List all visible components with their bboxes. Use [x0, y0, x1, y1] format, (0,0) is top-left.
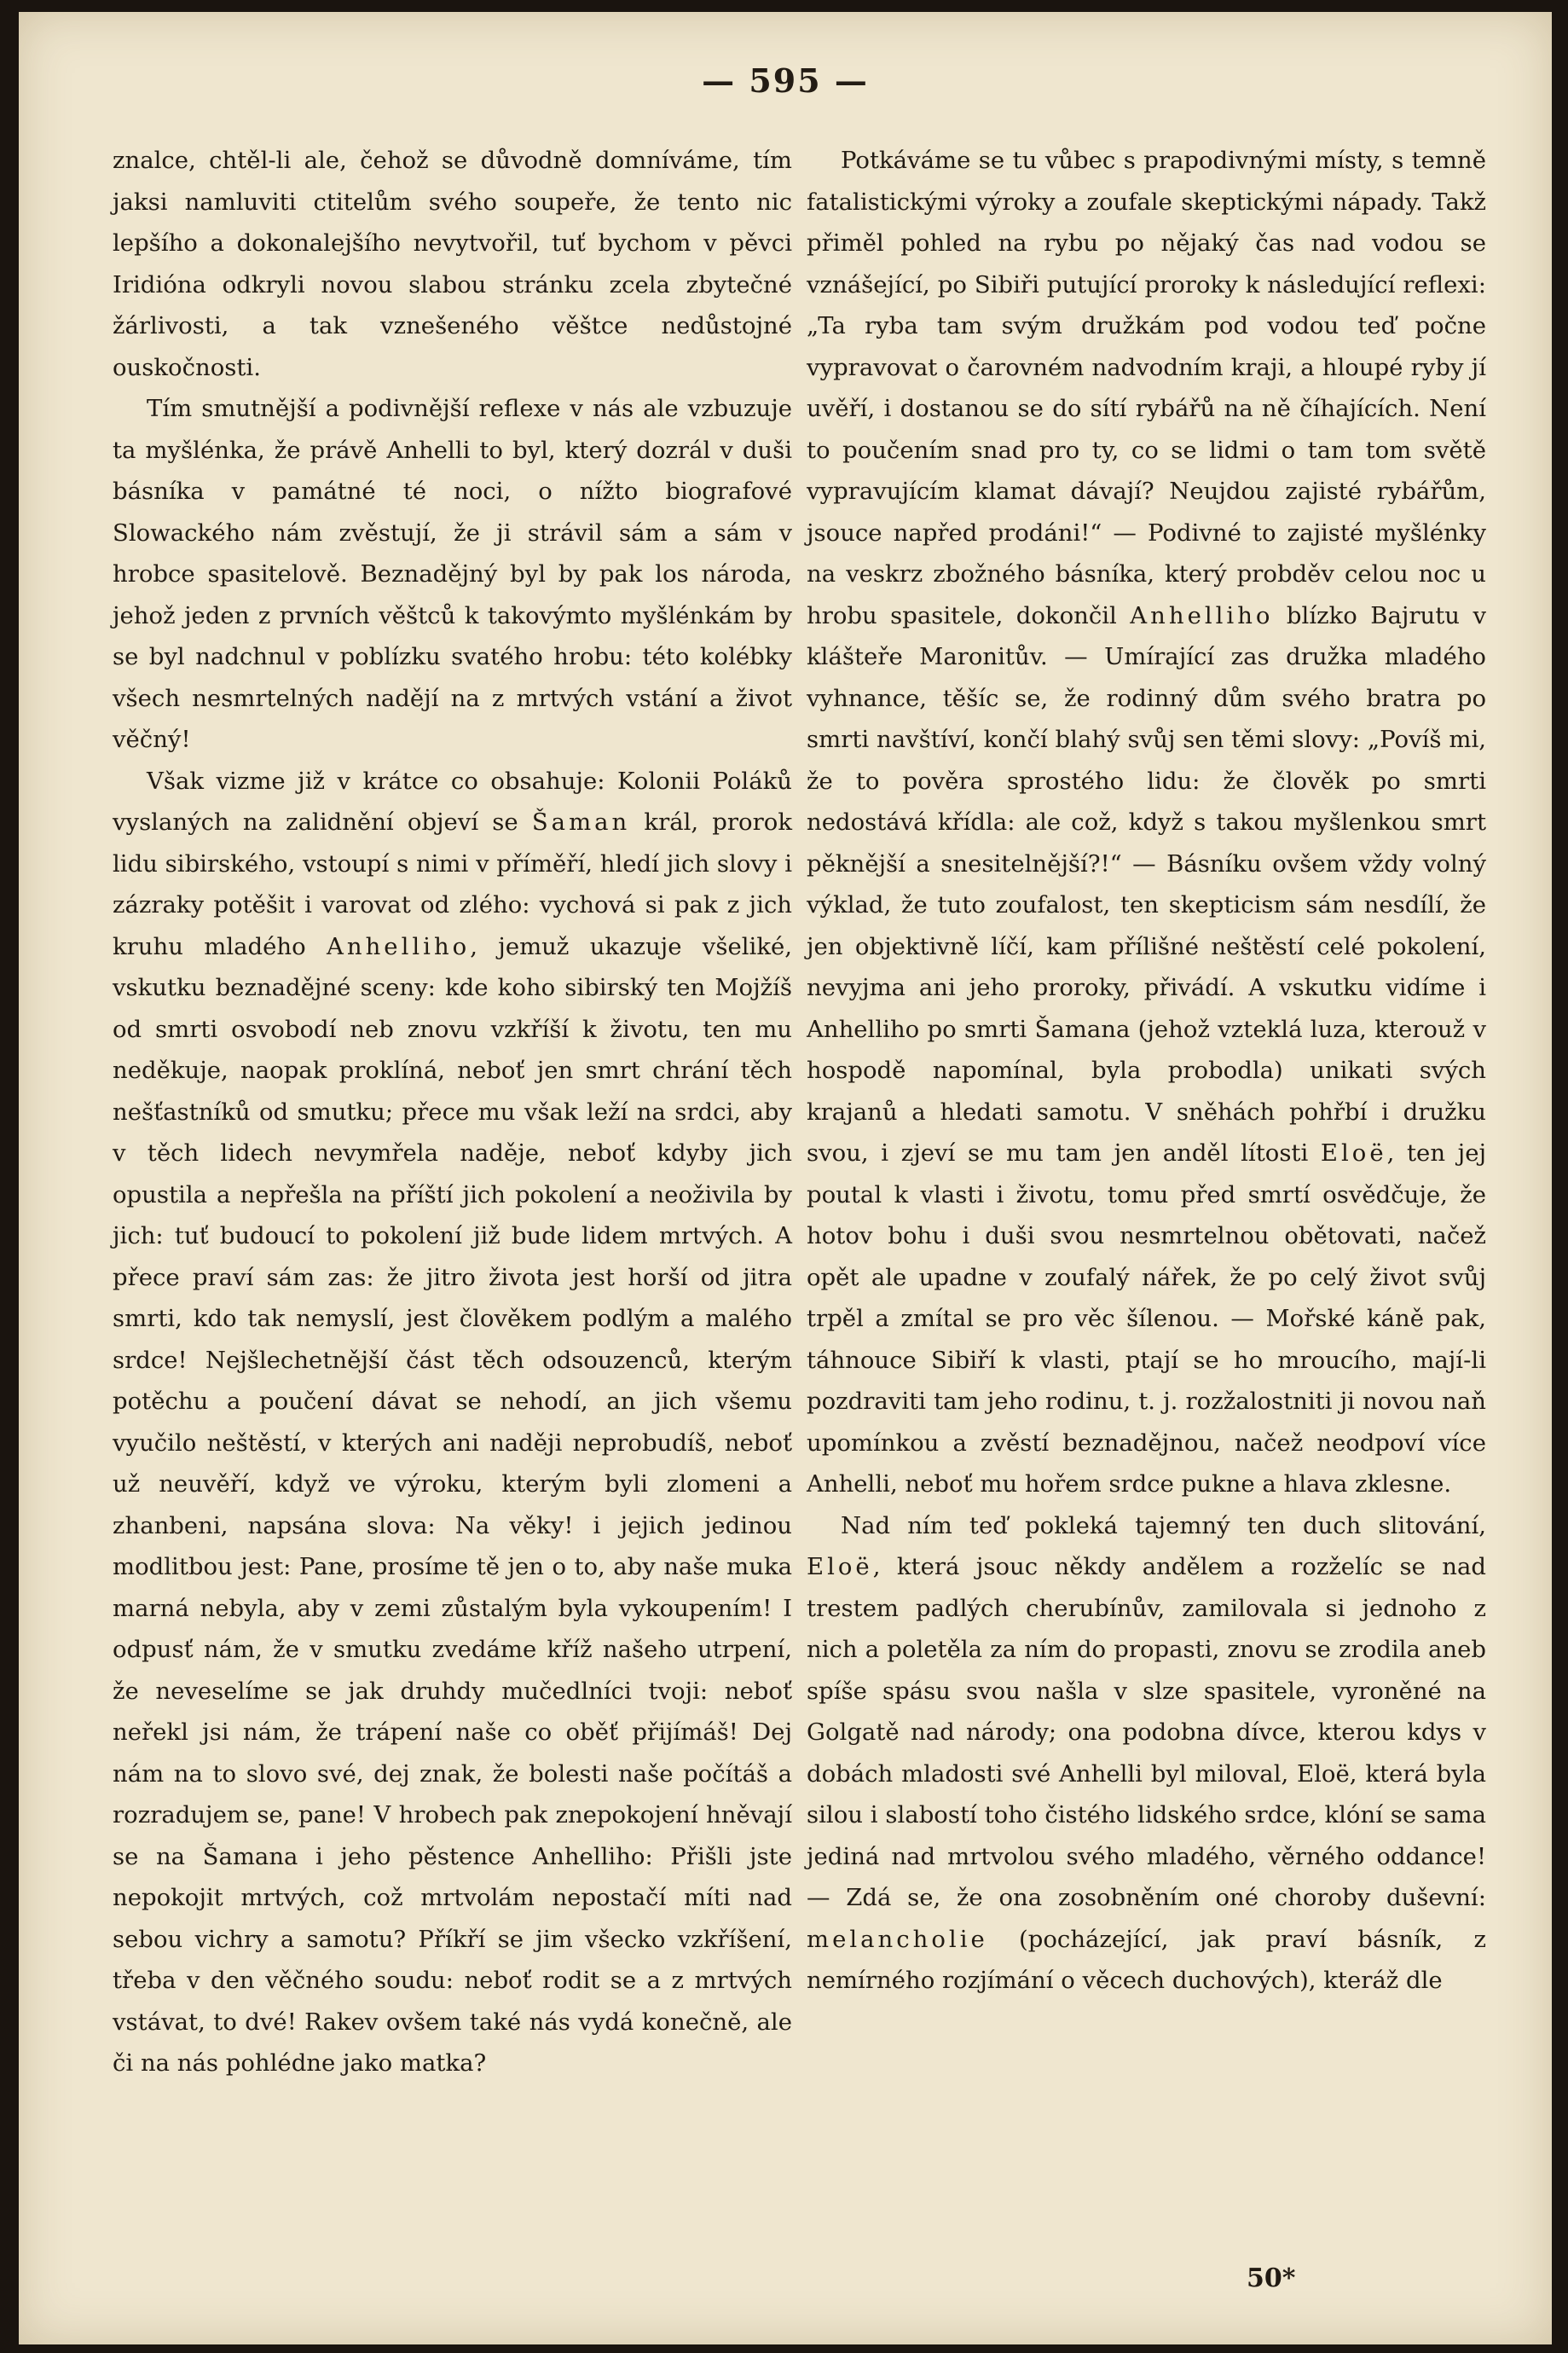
- text-run: Nad ním teď pokleká tajemný ten duch slitování,: [841, 1511, 1486, 1539]
- left-paragraph-2: Tím smutnější a podivnější reflexe v nás ale vzbuzuje ta myšlénka, že právě Anhelli to byl, který dozrál v duši básníka v památné té noci, o nížto biografové Slowackého nám zvěstují, že ji strávil sám a sám v hrobce spasitelově. Beznadějný byl by pak los národa, jehož jeden z prvních věštců k takovýmto myšlénkám by se byl nadchnul v poblízku svatého hrobu: této kolébky všech nesmrtelných nadějí na z mrtvých vstání a život věčný!: [113, 395, 792, 753]
- emphasis-anhelliho: Anhelliho: [1130, 601, 1274, 629]
- emphasis-saman: Šaman: [531, 808, 631, 836]
- text-run: (pocházející, jak praví básník, z nemírného rozjímání o věcech duchových), kteráž dle: [807, 1925, 1486, 1994]
- text-run: král, prorok lidu sibirského, vstoupí s nimi v příměří, hledí jich slovy i zázraky potěšit i varovat od zlého: vychová si pak z jich kruhu mladého: [113, 808, 792, 960]
- emphasis-eloe: Eloë: [1320, 1139, 1387, 1167]
- right-paragraph-2: [807, 1505, 1486, 2002]
- signature-mark: 50*: [1247, 2263, 1296, 2293]
- text-run: , jemuž ukazuje všeliké, vskutku beznadějné sceny: kde koho sibirský ten Mojžíš od smrti osvobodí neb znovu vzkříší k životu, ten mu neděkuje, naopak proklíná, neboť jen smrt chrání těch nešťastníků od smutku; přece mu však leží na srdci, aby v těch lidech nevymřela naděje, neboť kdyby jich opustila a nepřešla na příští jich pokolení a neoživila by jich: tuť budoucí to pokolení již bude lidem mrtvých. A přece praví sám zas: že jitro života jest horší od jitra smrti, kdo tak nemyslí, jest člověkem podlým a malého srdce! Nejšlechetnější část těch odsouzenců, kterým potěchu a poučení dávat se nehodí, an jich všemu vyučilo neštěstí, v kterých ani naději neprobudíš, neboť už neuvěří, když ve výroku, kterým byli zlomeni a zhanbeni, napsána slova: Na věky! i jejich jedinou modlitbou jest: Pane, prosíme tě jen o to, aby naše muka marná nebyla, aby v zemi zůstalým byla vykoupením! I odpusť nám, že v smutku zvedáme kříž našeho utrpení, že neveselíme se jak druhdy mučedlníci tvoji: neboť neřekl jsi nám, že trápení naše co oběť přijímáš! Dej nám na to slovo své, dej znak, že bolesti naše počítáš a rozradujem se, pane! V hrobech pak znepokojení hněvají se na Šamana i jeho pěstence Anhelliho: Přišli jste nepokojit mrtvých, což mrtvolám nepostačí míti nad sebou vichry a samotu? Příkří se jim všecko vzkříšení, třeba v den věčného soudu: neboť rodit se a z mrtvých vstávat, to dvé! Rakev ovšem také nás vydá konečně, ale či na nás pohlédne jako matka?: [113, 932, 792, 2077]
- right-paragraph-1: [807, 140, 1486, 1505]
- text-run: blízko Bajrutu v klášteře Maronitův. — Umírající zas družka mladého vyhnance, těšíc se, že rodinný dům svého bratra po smrti navštíví, končí blahý svůj sen těmi slovy: „Povíš mi, že to pověra sprostého lidu: že člověk po smrti nedostává křídla: ale což, když s takou myšlenkou smrt pěknější a snesitelnější?!“ — Básníku ovšem vždy volný výklad, že tuto zoufalost, ten skepticism sám nesdílí, že jen objektivně líčí, kam přílišné neštěstí celé pokolení, nevyjma ani jeho proroky, přivádí. A vskutku vidíme i Anhelliho po smrti Šamana (jehož vzteklá luza, kterouž v hospodě napomínal, byla probodla) unikati svých krajanů a hledati samotu. V sněhách pohřbí i družku svou, i zjeví se mu tam jen anděl lítosti: [807, 601, 1486, 1167]
- text-run: , ten jej poutal k vlasti i životu, tomu před smrtí osvědčuje, že hotov bohu i duši svou nesmrtelnou obětovati, načež opět ale upadne v zoufalý nářek, že po celý život svůj trpěl a zmítal se pro věc šílenou. — Mořské káně pak, táhnouce Sibiří k vlasti, ptají se ho mroucího, mají-li pozdraviti tam jeho rodinu, t. j. rozžalostniti ji novou naň upomínkou a zvěstí beznadějnou, načež neodpoví více Anhelli, neboť mu hořem srdce pukne a hlava zklesne.: [807, 1139, 1486, 1498]
- text-run: , která jsouc někdy andělem a rozželíc se nad trestem padlých cherubínův, zamilovala si jednoho z nich a poletěla za ním do propasti, znovu se zrodila aneb spíše spásu svou našla v slze spasitele, vyroněné na Golgatě nad národy; ona podobna dívce, kterou kdys v dobách mladosti své Anhelli byl miloval, Eloë, která byla silou i slabostí toho čistého lidského srdce, klóní se sama jediná nad mrtvolou svého mladého, věrného oddance! — Zdá se, že ona zosobněním oné choroby duševní:: [807, 1553, 1486, 1911]
- emphasis-eloe: Eloë: [807, 1553, 873, 1580]
- emphasis-melancholie: melancholie: [807, 1925, 988, 1953]
- page-number: — 595 —: [702, 61, 869, 100]
- left-paragraph-3: [113, 761, 792, 2084]
- left-paragraph-1: znalce, chtěl-li ale, čehož se důvodně domníváme, tím jaksi namluviti ctitelům svého soupeře, že tento nic lepšího a dokonalejšího nevytvořil, tuť bychom v pěvci Iridióna odkryli novou slabou stránku zcela zbytečné žárlivosti, a tak vznešeného věštce nedůstojné ouskočnosti.: [113, 147, 792, 381]
- text-run: Potkáváme se tu vůbec s prapodivnými místy, s temně fatalistickými výroky a zoufale skeptickými nápady. Takž přiměl pohled na rybu po nějaký čas nad vodou se vznášející, po Sibiři putující proroky k následující reflexi: „Ta ryba tam svým družkám pod vodou teď počne vypravovat o čarovném nadvodním kraji, a hloupé ryby jí uvěří, i dostanou se do sítí rybářů na ně číhajících. Není to poučením snad pro ty, co se lidmi o tam tom světě vypravujícím klamat dávají? Neujdou zajisté rybářům, jsouce napřed prodáni!“ — Podivné to zajisté myšlénky na veskrz zbožného básníka, který probděv celou noc u hrobu spasitele, dokončil: [807, 147, 1486, 629]
- left-column: [113, 140, 792, 2084]
- book-page: [19, 12, 1552, 2344]
- right-column: [807, 140, 1486, 2002]
- text-run: Však vizme již v krátce co obsahuje: Kolonii Poláků vyslaných na zalidnění objeví se: [113, 767, 792, 836]
- emphasis-anhelliho: Anhelliho: [327, 932, 471, 960]
